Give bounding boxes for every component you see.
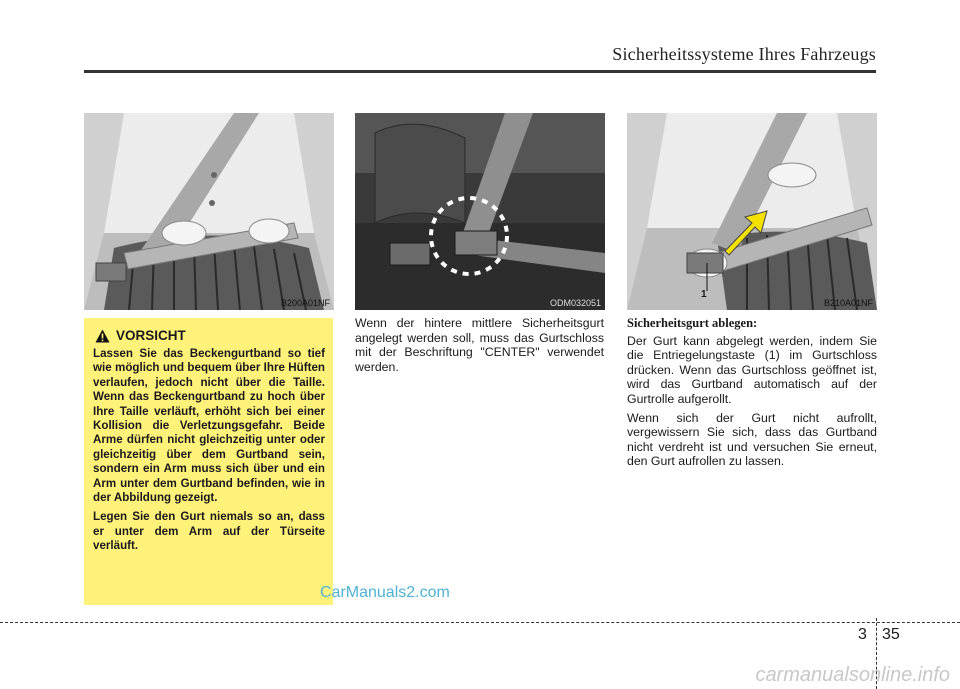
figure-release-buckle <box>627 113 877 310</box>
warning-title: VORSICHT <box>116 328 186 343</box>
center-buckle-illustration <box>355 113 605 310</box>
right-column <box>627 316 877 473</box>
warning-triangle-icon <box>95 329 110 343</box>
middle-column <box>355 316 604 378</box>
release-buckle-illustration <box>627 113 877 310</box>
figure-center-buckle <box>355 113 605 310</box>
warning-box <box>84 318 333 605</box>
body-paragraph: Wenn sich der Gurt nicht aufrollt, vergewissern Sie sich, dass das Gurtband nicht verdreht ist und versuchen Sie erneut, den Gurt aufrollen zu lassen. <box>627 410 877 469</box>
figure-code: B210A01NF <box>823 298 873 308</box>
warning-text <box>93 347 325 554</box>
figure-lap-belt-position <box>84 113 334 310</box>
warning-paragraph: Legen Sie den Gurt niemals so an, dass er unter dem Arm auf der Türseite verläuft. <box>93 510 325 553</box>
warning-paragraph: Lassen Sie das Beckengurtband so tief wie möglich und bequem über Ihre Hüften verlaufen, jedoch nicht über die Taille. Wenn das Beckengurtband zu hoch über Ihre Taille verläuft, erhöht sich bei einer Kollision die Verletzungsgefahr. Beide Arme dürfen nicht gleichzeitig unter oder gleichzeitig über dem Gurtband sein, sondern ein Arm muss sich über und ein Arm unter dem Gurtband befinden, wie in der Abbildung gezeigt. <box>93 347 325 505</box>
page-number: 35 <box>882 626 900 643</box>
warning-header <box>95 328 325 343</box>
callout-1: 1 <box>701 289 707 300</box>
lap-belt-illustration <box>84 113 334 310</box>
figure-code: B200A01NF <box>280 298 330 308</box>
header-rule <box>84 70 876 73</box>
watermark-link[interactable]: CarManuals2.com <box>320 584 450 601</box>
site-watermark[interactable]: carmanualsonline.info <box>755 664 950 686</box>
body-paragraph: Der Gurt kann abgelegt werden, indem Sie die Entriegelungstaste (1) im Gurtschloss drücken. Wenn das Gurtschloss geöffnet ist, wird das Gurtband automatisch auf der Gurtrolle aufgerollt. <box>627 333 877 406</box>
page-header-title: Sicherheitssysteme Ihres Fahrzeugs <box>612 44 876 64</box>
center-belt-text: Wenn der hintere mittlere Sicherheitsgurt angelegt werden soll, muss das Gurtschloss mit der Beschriftung "CENTER" verwendet werden. <box>355 316 604 374</box>
chapter-number: 3 <box>858 626 867 643</box>
footer-divider <box>0 622 960 623</box>
figure-code: ODM032051 <box>549 298 601 308</box>
section-subheading: Sicherheitsgurt ablegen: <box>627 316 758 330</box>
